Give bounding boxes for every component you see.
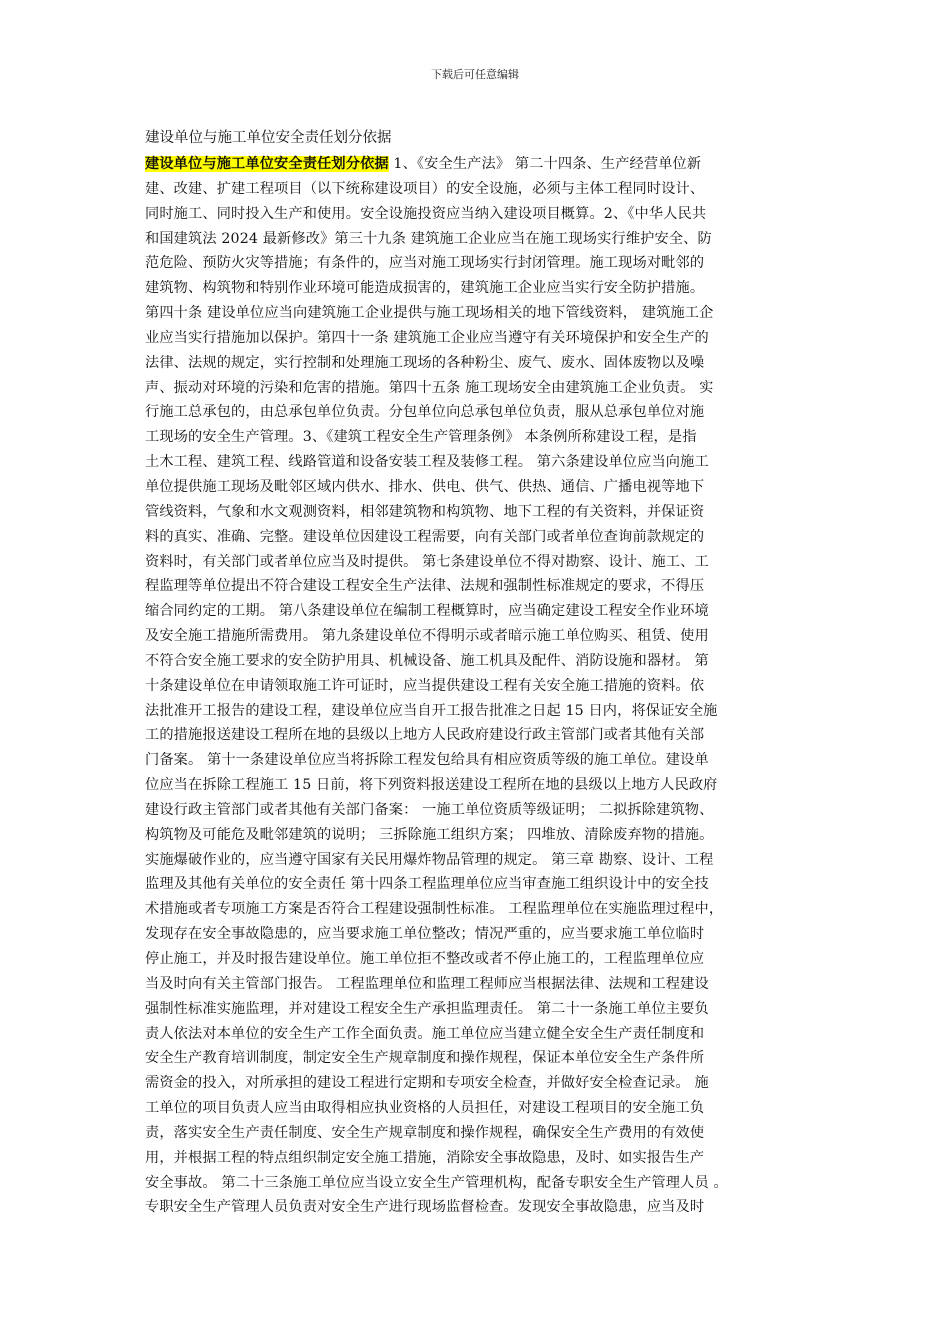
body-line	[145, 425, 825, 450]
body-line-text: 业应当实行措施加以保护。第四十一条 建筑施工企业应当遵守有关环境保护和安全生产的	[145, 329, 709, 346]
body-line	[145, 400, 825, 425]
body-line-text: 管线资料，气象和水文观测资料，相邻建筑物和构筑物、地下工程的有关资料，并保证资	[145, 503, 705, 520]
body-line	[145, 699, 825, 724]
body-line-text: 责人依法对本单位的安全生产工作全面负责。施工单位应当建立健全安全生产责任制度和	[145, 1025, 705, 1042]
document-body	[145, 152, 825, 1220]
body-line	[145, 251, 825, 276]
body-line	[145, 947, 825, 972]
body-line	[145, 1171, 825, 1196]
body-line-text: 安全事故。 第二十三条施工单位应当设立安全生产管理机构，配备专职安全生产管理人员 。	[145, 1174, 728, 1191]
body-line-text: 及安全施工措施所需费用。 第九条建设单位不得明示或者暗示施工单位购买、租赁、使用	[145, 628, 709, 645]
body-line	[145, 525, 825, 550]
body-line-text: 位应当在拆除工程施工 15 日前，将下列资料报送建设工程所在地的县级以上地方人民政府	[145, 777, 718, 794]
body-line-text: 术措施或者专项施工方案是否符合工程建设强制性标准。 工程监理单位在实施监理过程中，	[145, 901, 724, 918]
body-line	[145, 475, 825, 500]
body-line-text: 单位提供施工现场及毗邻区域内供水、排水、供电、供气、供热、通信、广播电视等地下	[145, 478, 705, 495]
body-line	[145, 1195, 825, 1220]
body-line-text: 监理及其他有关单位的安全责任 第十四条工程监理单位应当审查施工组织设计中的安全技	[145, 876, 709, 893]
body-line	[145, 599, 825, 624]
body-line	[145, 997, 825, 1022]
body-line	[145, 798, 825, 823]
body-line-text: 土木工程、建筑工程、线路管道和设备安装工程及装修工程。 第六条建设单位应当向施工	[145, 454, 709, 471]
body-line-text: 建设行政主管部门或者其他有关部门备案： 一施工单位资质等级证明； 二拟拆除建筑物、	[145, 801, 714, 818]
body-line-text: 资料时，有关部门或者单位应当及时提供。 第七条建设单位不得对勘察、设计、施工、工	[145, 553, 709, 570]
body-line	[145, 450, 825, 475]
body-line-text: 发现存在安全事故隐患的，应当要求施工单位整改；情况严重的，应当要求施工单位临时	[145, 926, 705, 943]
body-line-text: 强制性标准实施监理，并对建设工程安全生产承担监理责任。 第二十一条施工单位主要负	[145, 1000, 709, 1017]
body-line-text: 用，并根据工程的特点组织制定安全施工措施，消除安全事故隐患，及时、如实报告生产	[145, 1149, 705, 1166]
body-line-text: 构筑物及可能危及毗邻建筑的说明； 三拆除施工组织方案； 四堆放、清除废弃物的措施。	[145, 826, 714, 843]
body-line-text: 和国建筑法 2024 最新修改》第三十九条 建筑施工企业应当在施工现场实行维护安全、防	[145, 230, 712, 247]
body-line	[145, 748, 825, 773]
body-line	[145, 848, 825, 873]
body-line-text: 需资金的投入，对所承担的建设工程进行定期和专项安全检查，并做好安全检查记录。 施	[145, 1075, 709, 1092]
body-line-text: 建、改建、扩建工程项目（以下统称建设项目）的安全设施，必须与主体工程同时设计、	[145, 180, 705, 197]
body-line	[145, 897, 825, 922]
body-line	[145, 823, 825, 848]
body-line	[145, 872, 825, 897]
body-line	[145, 624, 825, 649]
document-title: 建设单位与施工单位安全责任划分依据	[145, 130, 392, 146]
body-line	[145, 723, 825, 748]
body-line	[145, 1022, 825, 1047]
body-line	[145, 1096, 825, 1121]
body-line	[145, 152, 825, 177]
body-line-text: 当及时向有关主管部门报告。 工程监理单位和监理工程师应当根据法律、法规和工程建设	[145, 975, 709, 992]
body-line-text: 实施爆破作业的，应当遵守国家有关民用爆炸物品管理的规定。 第三章 勘察、设计、工程	[145, 851, 714, 868]
body-line-text: 1、《安全生产法》 第二十四条、生产经营单位新	[388, 156, 702, 172]
body-line	[145, 674, 825, 699]
body-line-text: 工的措施报送建设工程所在地的县级以上地方人民政府建设行政主管部门或者其他有关部	[145, 727, 705, 744]
body-line-text: 十条建设单位在申请领取施工许可证时，应当提供建设工程有关安全施工措施的资料。依	[145, 677, 705, 694]
page-header: 下载后可任意编辑	[431, 68, 519, 81]
body-line-text: 工现场的安全生产管理。3、《建筑工程安全生产管理条例》 本条例所称建设工程，是指	[145, 429, 697, 446]
body-line	[145, 276, 825, 301]
body-line-text: 法律、法规的规定，实行控制和处理施工现场的各种粉尘、废气、废水、固体废物以及噪	[145, 354, 705, 371]
body-line-text: 门备案。 第十一条建设单位应当将拆除工程发包给具有相应资质等级的施工单位。建设单	[145, 752, 709, 769]
body-line-text: 停止施工，并及时报告建设单位。施工单位拒不整改或者不停止施工的，工程监理单位应	[145, 951, 705, 967]
body-line	[145, 301, 825, 326]
body-line	[145, 177, 825, 202]
body-line	[145, 1046, 825, 1071]
body-line	[145, 922, 825, 947]
body-line-text: 同时施工、同时投入生产和使用。安全设施投资应当纳入建设项目概算。2、《中华人民共	[145, 205, 707, 222]
body-line-text: 料的真实、准确、完整。建设单位因建设工程需要，向有关部门或者单位查询前款规定的	[145, 528, 705, 545]
body-line-text: 不符合安全施工要求的安全防护用具、机械设备、施工机具及配件、消防设施和器材。 第	[145, 652, 709, 669]
body-line	[145, 773, 825, 798]
body-line	[145, 574, 825, 599]
body-line-text: 建筑物、构筑物和特别作业环境可能造成损害的，建筑施工企业应当实行安全防护措施。	[145, 280, 705, 297]
body-line-text: 法批准开工报告的建设工程，建设单位应当自开工报告批准之日起 15 日内，将保证安全施	[145, 702, 718, 719]
body-line	[145, 202, 825, 227]
body-line	[145, 351, 825, 376]
body-line	[145, 972, 825, 997]
body-line	[145, 1121, 825, 1146]
body-line-text: 程监理等单位提出不符合建设工程安全生产法律、法规和强制性标准规定的要求，不得压	[145, 578, 705, 595]
body-line-text: 安全生产教育培训制度，制定安全生产规章制度和操作规程，保证本单位安全生产条件所	[145, 1050, 705, 1067]
body-line-text: 第四十条 建设单位应当向建筑施工企业提供与施工现场相关的地下管线资料， 建筑施工企	[145, 305, 714, 322]
body-line	[145, 1071, 825, 1096]
body-line	[145, 649, 825, 674]
body-line-text: 专职安全生产管理人员负责对安全生产进行现场监督检查。发现安全事故隐患，应当及时	[145, 1199, 705, 1216]
body-line	[145, 500, 825, 525]
body-line-text: 责，落实安全生产责任制度、安全生产规章制度和操作规程，确保安全生产费用的有效使	[145, 1124, 705, 1141]
body-line	[145, 326, 825, 351]
body-line-text: 声、振动对环境的污染和危害的措施。第四十五条 施工现场安全由建筑施工企业负责。 实	[145, 379, 714, 396]
highlighted-title: 建设单位与施工单位安全责任划分依据	[145, 156, 389, 172]
body-line	[145, 227, 825, 252]
body-line-text: 范危险、预防火灾等措施；有条件的，应当对施工现场实行封闭管理。施工现场对毗邻的	[145, 255, 705, 272]
body-line-text: 行施工总承包的，由总承包单位负责。分包单位向总承包单位负责，服从总承包单位对施	[145, 404, 705, 421]
body-line	[145, 550, 825, 575]
body-line-text: 缩合同约定的工期。 第八条建设单位在编制工程概算时，应当确定建设工程安全作业环境	[145, 603, 709, 620]
body-line-text: 工单位的项目负责人应当由取得相应执业资格的人员担任，对建设工程项目的安全施工负	[145, 1100, 705, 1117]
body-line	[145, 1146, 825, 1171]
body-line	[145, 376, 825, 401]
